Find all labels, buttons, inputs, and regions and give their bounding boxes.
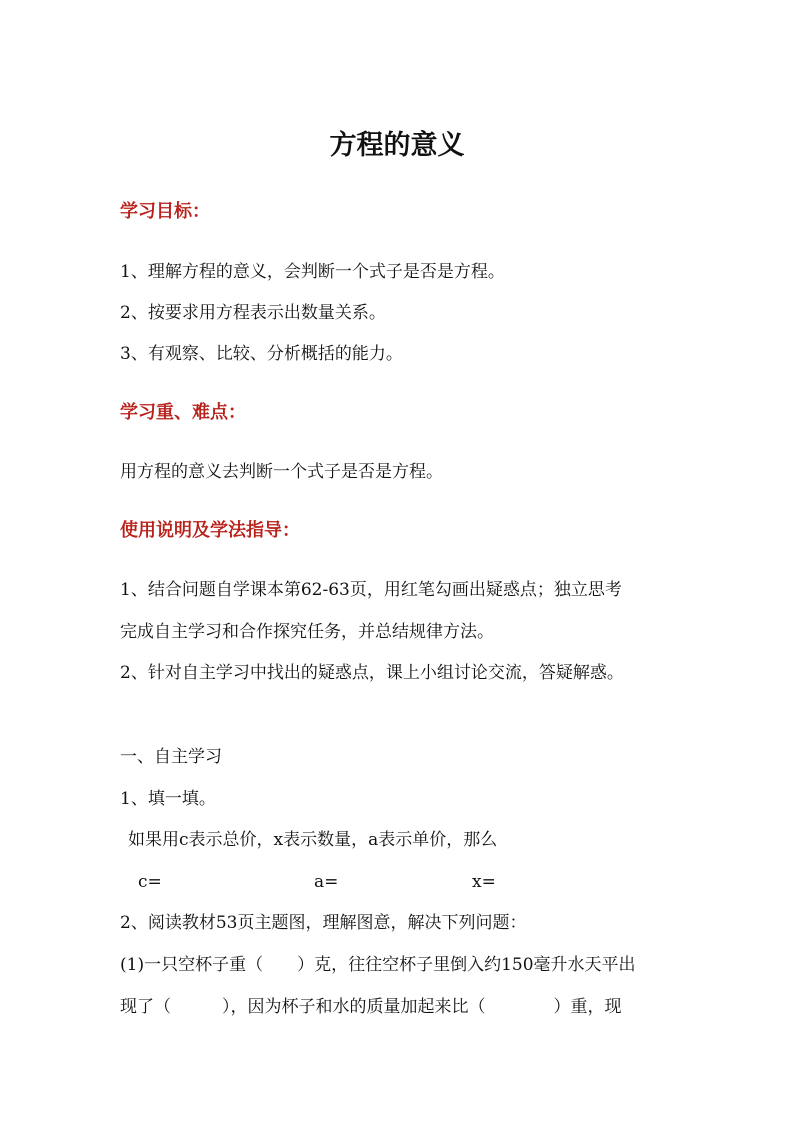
var-a: a= [314, 872, 339, 892]
page-title: 方程的意义 [329, 130, 465, 161]
goal-item-1: 1、理解方程的意义，会判断一个式子是否是方程。 [120, 262, 505, 282]
goal-item-2: 2、按要求用方程表示出数量关系。 [120, 303, 386, 323]
question-2-line-2: 现了（ ），因为杯子和水的质量加起来比（ ）重，现 [120, 997, 622, 1017]
goals-heading: 学习目标： [120, 201, 210, 222]
var-c: c= [138, 872, 162, 892]
usage-item-1-line-2: 完成自主学习和合作探究任务，并总结规律方法。 [120, 622, 494, 642]
question-1-title: 1、填一填。 [120, 789, 216, 809]
question-1-text: 如果用c表示总价，x表示数量，a表示单价，那么 [128, 830, 498, 850]
key-points-text: 用方程的意义去判断一个式子是否是方程。 [120, 462, 443, 482]
self-study-heading: 一、自主学习 [120, 747, 222, 767]
goal-item-3: 3、有观察、比较、分析概括的能力。 [120, 344, 403, 364]
question-1-vars [138, 872, 496, 892]
question-2-title: 2、阅读教材53页主题图，理解图意，解决下列问题： [120, 913, 527, 933]
usage-heading: 使用说明及学法指导： [120, 520, 300, 541]
key-points-heading: 学习重、难点： [120, 402, 246, 423]
usage-item-1-line-1: 1、结合问题自学课本第62-63页，用红笔勾画出疑惑点；独立思考 [120, 580, 622, 600]
usage-item-2: 2、针对自主学习中找出的疑惑点，课上小组讨论交流，答疑解惑。 [120, 663, 624, 683]
question-2-line-1: (1)一只空杯子重（ ）克，往往空杯子里倒入约150毫升水天平出 [120, 955, 636, 975]
var-x: x= [472, 872, 496, 892]
